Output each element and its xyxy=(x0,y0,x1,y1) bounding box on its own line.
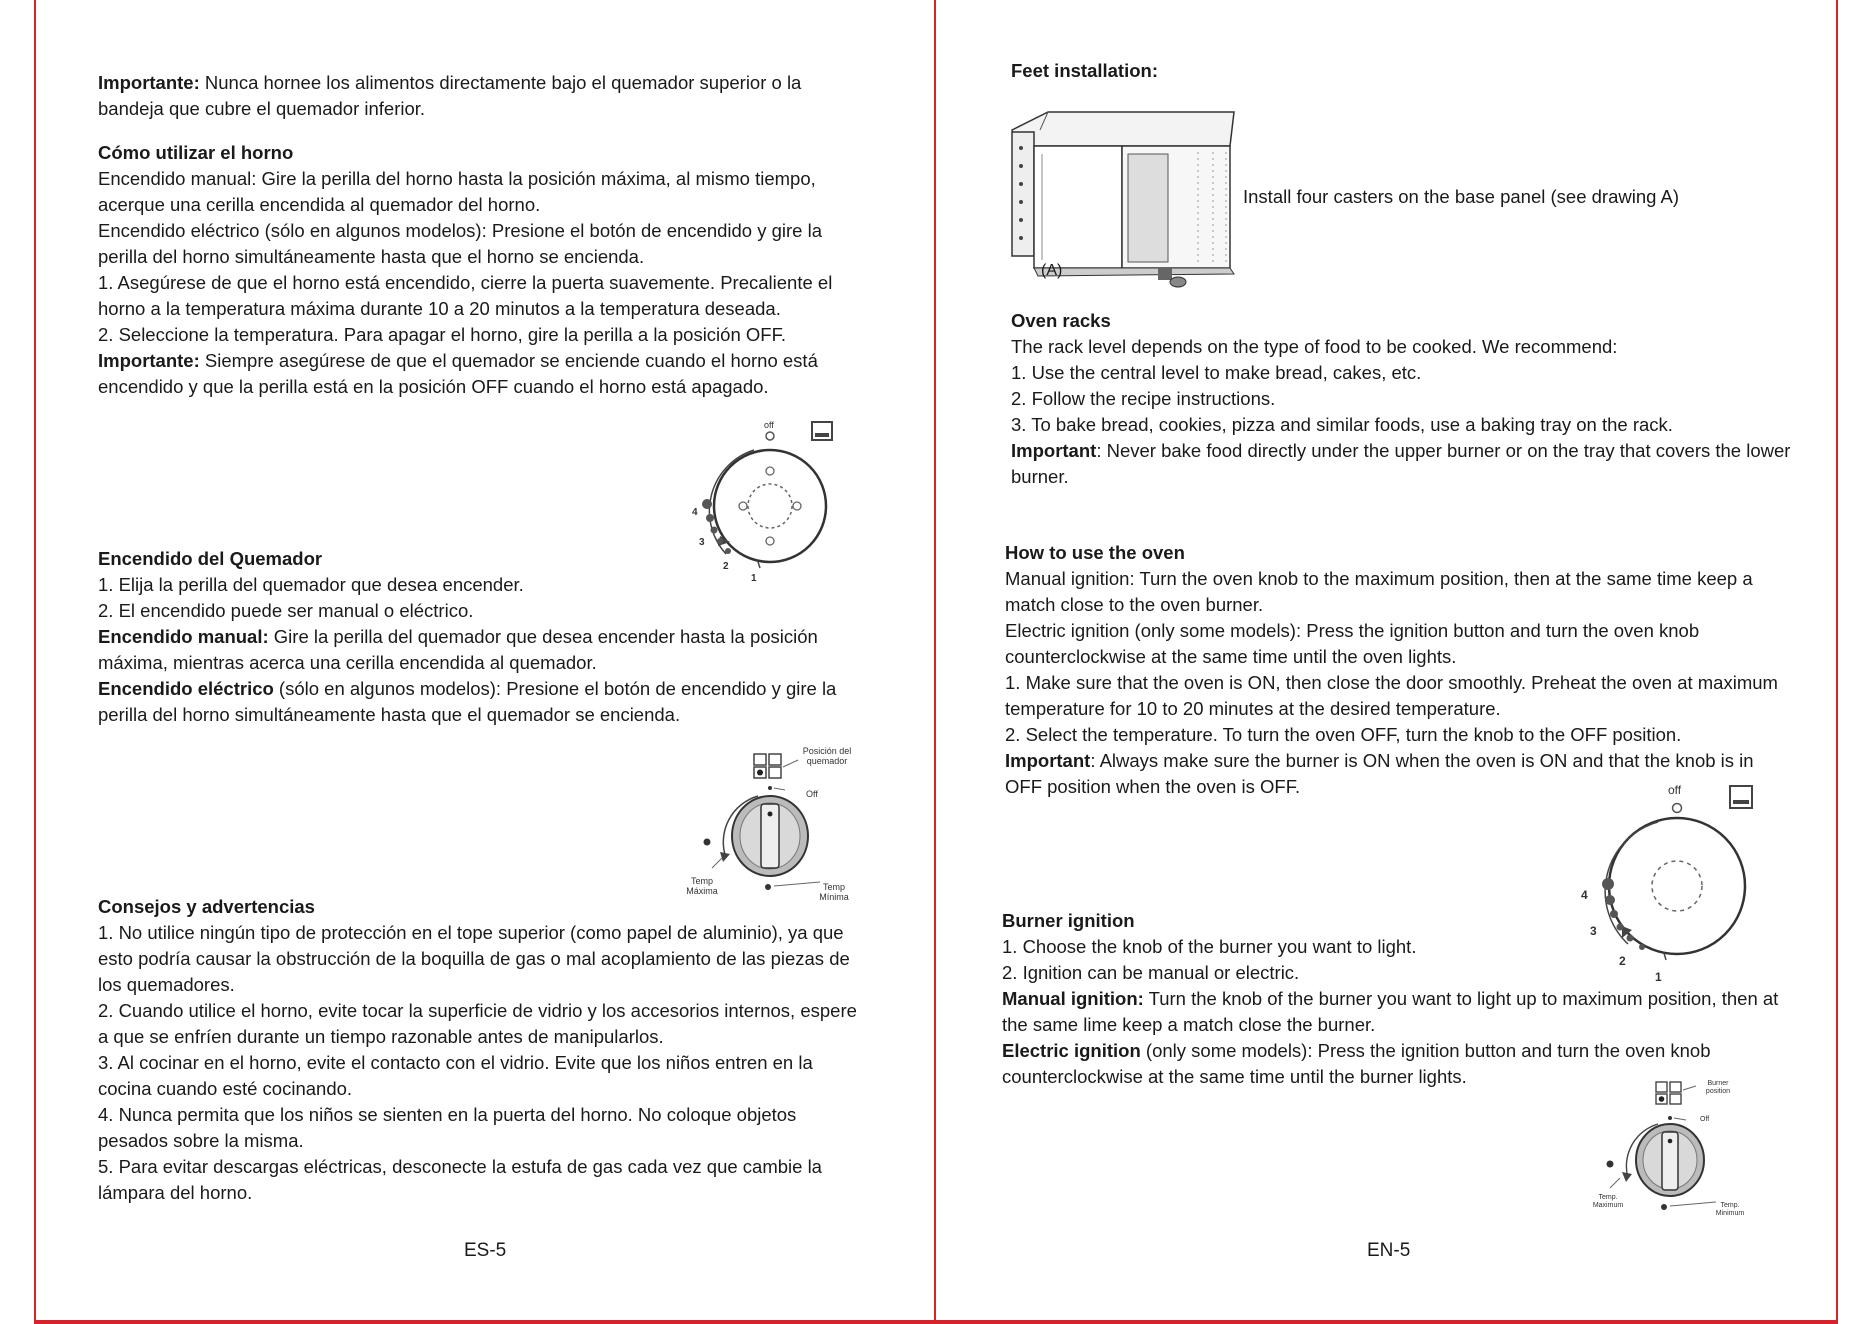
dial-off-label: off xyxy=(764,420,774,430)
knob-max-label: Temp Máxima xyxy=(686,876,718,896)
step-1: 1. Asegúrese de que el horno está encendido, cierre la puerta suavemente. Precaliente el horno a la temperatura máxima durante 10 a 20 minutos a la temperatura deseada. xyxy=(98,272,833,319)
en-burner-1: 1. Choose the knob of the burner you want to light. xyxy=(1002,936,1417,957)
page-number-right: EN-5 xyxy=(1367,1240,1411,1261)
advice-1: 1. No utilice ningún tipo de protección en el tope superior (como papel de aluminio), ya que esto podría causar la obstrucción de la boquilla de gas o mal acoplamiento de las piezas de los quemadores. xyxy=(98,922,850,995)
left-advice-section xyxy=(98,894,868,1206)
en-burner-electric: Electric ignition (only some models): Press the ignition button and turn the oven knob counterclockwise at the same time until the burner lights. xyxy=(1002,1040,1711,1087)
en-electric-ignition: Electric ignition (only some models): Press the ignition button and turn the oven knob counterclockwise at the same time until the oven lights. xyxy=(1005,620,1700,667)
en-knob-min-label: Temp. Minimum xyxy=(1715,1202,1745,1217)
knob-off-label: Off xyxy=(806,789,818,799)
left-intro xyxy=(98,70,868,400)
burner-manual: Encendido manual: Gire la perilla del quemador que desea encender hasta la posición máxima, mientras acerca una cerilla encendida al quemador. xyxy=(98,626,818,673)
feet-instruction: Install four casters on the base panel (see drawing A) xyxy=(1243,186,1680,207)
dial-label-2: 2 xyxy=(723,561,729,572)
en-step-2: 2. Select the temperature. To turn the oven OFF, turn the knob to the OFF position. xyxy=(1005,724,1682,745)
page-number-left: ES-5 xyxy=(464,1240,507,1261)
oven-racks-section xyxy=(1011,308,1811,490)
advice-title: Consejos y advertencias xyxy=(98,896,315,917)
en-dial-label-3: 3 xyxy=(1590,924,1597,938)
manual-ignition-text: Encendido manual: Gire la perilla del horno hasta la posición máxima, al mismo tiempo, acerque una cerilla encendida al quemador del horno. xyxy=(98,168,816,215)
en-burner-2: 2. Ignition can be manual or electric. xyxy=(1002,962,1300,983)
burner-step-1: 1. Elija la perilla del quemador que desea encender. xyxy=(98,574,524,595)
en-knob-off-label: Off xyxy=(1700,1116,1710,1123)
en-important: Important: Always make sure the burner is ON when the oven is ON and that the knob is in OFF position when the oven is OFF. xyxy=(1005,750,1754,797)
en-step-1: 1. Make sure that the oven is ON, then close the door smoothly. Preheat the oven at maximum temperature for 10 to 20 minutes at the desired temperature. xyxy=(1005,672,1778,719)
en-burner-title: Burner ignition xyxy=(1002,910,1135,931)
en-knob-position-label: Burner position xyxy=(1705,1080,1731,1095)
burner-electric: Encendido eléctrico (sólo en algunos modelos): Presione el botón de encendido y gire la perilla del horno simultáneamente hasta que el quemador se encienda. xyxy=(98,678,837,725)
important-paragraph-2: Importante: Siempre asegúrese de que el quemador se enciende cuando el horno está encendido y que la perilla está en la posición OFF cuando el horno está apagado. xyxy=(98,350,818,397)
dial-label-1: 1 xyxy=(751,573,757,584)
racks-important: Important: Never bake food directly under the upper burner or on the tray that covers the lower burner. xyxy=(1011,440,1791,487)
advice-4: 4. Nunca permita que los niños se sienten en la puerta del horno. No coloque objetos pesados sobre la misma. xyxy=(98,1104,797,1151)
burner-title: Encendido del Quemador xyxy=(98,548,323,569)
how-title: How to use the oven xyxy=(1005,542,1185,563)
dial-label-4: 4 xyxy=(692,507,698,518)
racks-title: Oven racks xyxy=(1011,310,1111,331)
step-2: 2. Seleccione la temperatura. Para apagar el horno, gire la perilla a la posición OFF. xyxy=(98,324,786,345)
burner-step-2: 2. El encendido puede ser manual o eléctrico. xyxy=(98,600,474,621)
en-knob-max-label: Temp. Maximum xyxy=(1592,1194,1624,1209)
how-to-title: Cómo utilizar el horno xyxy=(98,142,294,163)
advice-5: 5. Para evitar descargas eléctricas, desconecte la estufa de gas cada vez que cambie la lámpara del horno. xyxy=(98,1156,822,1203)
en-dial-off-label: off xyxy=(1668,783,1682,797)
feet-title: Feet installation: xyxy=(1011,60,1158,81)
en-burner-manual: Manual ignition: Turn the knob of the burner you want to light up to maximum position, then at the same lime keep a match close the burner. xyxy=(1002,988,1779,1035)
how-to-use-section xyxy=(1005,540,1785,800)
en-dial-label-4: 4 xyxy=(1581,888,1588,902)
oven-dial-diagram xyxy=(690,418,850,598)
electric-ignition-text: Encendido eléctrico (sólo en algunos modelos): Presione el botón de encendido y gire la perilla del horno simultáneamente hasta que el horno se encienda. xyxy=(98,220,823,267)
dial-label-3: 3 xyxy=(699,537,705,548)
en-dial-label-1: 1 xyxy=(1655,970,1662,984)
racks-step-2: 2. Follow the recipe instructions. xyxy=(1011,388,1276,409)
racks-intro: The rack level depends on the type of food to be cooked. We recommend: xyxy=(1011,336,1618,357)
racks-step-1: 1. Use the central level to make bread, cakes, etc. xyxy=(1011,362,1422,383)
bottom-border xyxy=(34,1320,1836,1322)
advice-3: 3. Al cocinar en el horno, evite el contacto con el vidrio. Evite que los niños entren en la cocina cuando esté cocinando. xyxy=(98,1052,813,1099)
en-manual-ignition: Manual ignition: Turn the oven knob to the maximum position, then at the same time keep a match close to the oven burner. xyxy=(1005,568,1753,615)
racks-step-3: 3. To bake bread, cookies, pizza and similar foods, use a baking tray on the rack. xyxy=(1011,414,1673,435)
knob-min-label: Temp Mínima xyxy=(819,882,849,902)
en-dial-label-2: 2 xyxy=(1619,954,1626,968)
advice-2: 2. Cuando utilice el horno, evite tocar la superficie de vidrio y los accesorios internos, espere a que se enfríen durante un tiempo razonable antes de manipularlos. xyxy=(98,1000,857,1047)
drawing-caption: (A) xyxy=(1041,262,1063,279)
oven-dial-diagram-en xyxy=(1582,782,1762,982)
knob-position-label: Posición del quemador xyxy=(802,746,852,766)
important-paragraph: Importante: Nunca hornee los alimentos directamente bajo el quemador superior o la bandeja que cubre el quemador inferior. xyxy=(98,72,802,119)
